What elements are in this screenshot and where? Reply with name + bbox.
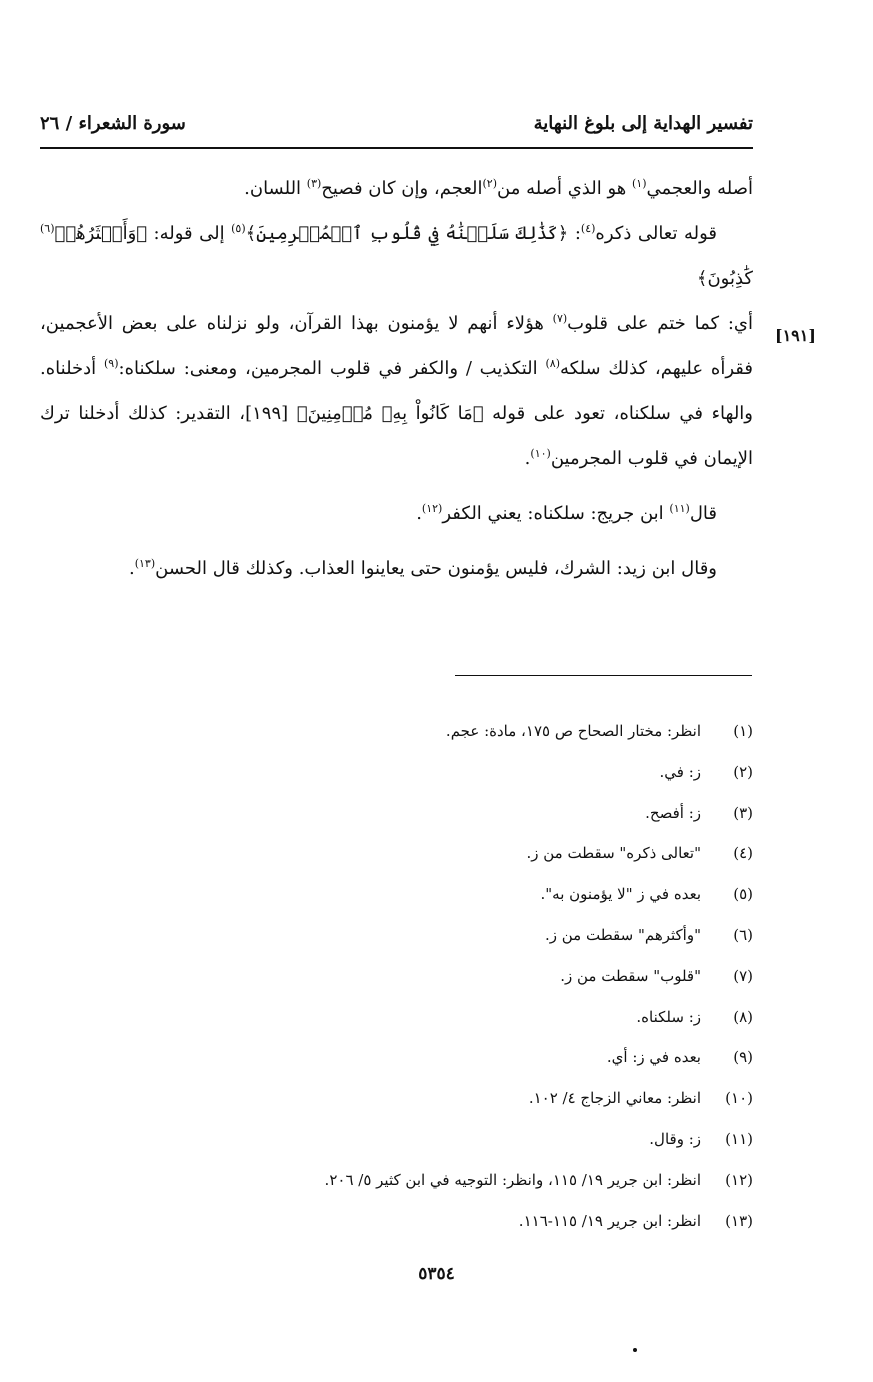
footnote-number: (١١) (725, 1129, 753, 1148)
footnote-text: انظر: ابن جرير ١٩/ ١١٥-١١٦. (518, 1211, 701, 1230)
text-run: وقال ابن زيد: الشرك، فليس يؤمنون حتى يعاينوا العذاب. وكذلك قال الحسن (155, 558, 717, 579)
text-run: . (416, 503, 422, 524)
footnote-number: (١٣) (725, 1211, 753, 1230)
footnote-item (120, 711, 753, 752)
footnote-item (120, 915, 753, 956)
body-paragraph (40, 546, 753, 591)
footnotes-list (120, 711, 753, 1241)
surah-reference: سورة الشعراء / ٢٦ (40, 112, 186, 134)
footnote-item (120, 1078, 753, 1119)
footnote-item (120, 956, 753, 997)
footnote-ref: (٢) (482, 177, 498, 190)
text-run: إلى قوله: ﴿وَأَكۡثَرُهُمۡ (54, 223, 232, 244)
footnote-ref: (٨) (545, 357, 560, 370)
text-run: . (524, 448, 531, 469)
body-paragraph (40, 491, 753, 536)
running-header (40, 104, 753, 142)
footnote-text: "وأكثرهم" سقطت من ز. (544, 925, 701, 944)
footnote-number: (٥) (733, 885, 753, 904)
body-paragraph (40, 211, 753, 301)
footnote-ref: (٣) (306, 177, 322, 190)
footnote-item (120, 833, 753, 874)
body-paragraph (40, 301, 753, 481)
book-title: تفسير الهداية إلى بلوغ النهاية (533, 112, 753, 134)
text-run: أصله والعجمي (646, 178, 753, 199)
text-run: . (128, 558, 135, 579)
footnote-text: انظر: ابن جرير ١٩/ ١١٥، وانظر: التوجيه في ابن كثير ٥/ ٢٠٦. (324, 1170, 701, 1189)
footnote-ref: (١١) (669, 502, 690, 515)
footnote-number: (٦) (733, 925, 753, 944)
text-run: أدخلناه. والهاء في سلكناه، تعود على قوله ﴿مَا كَانُواْ بِهِۦ مُؤۡمِنِينَ﴾ [١٩٩]، التقدير: كذلك أدخلنا ترك الإيمان في قلوب المجرمين (40, 358, 753, 469)
text-run: هؤلاء أنهم لا يؤمنون بهذا القرآن، ولو نزلناه على بعض الأعجمين، فقرأه عليهم، كذلك سلكه (40, 313, 753, 379)
footnote-item (120, 1201, 753, 1242)
text-run: قال (689, 503, 717, 524)
footnote-number: (٤) (733, 844, 753, 863)
footnote-item (120, 1160, 753, 1201)
footnote-ref: (١٣) (134, 557, 156, 570)
footnote-ref: (١٢) (421, 502, 443, 515)
text-run: هو الذي أصله من (497, 178, 632, 199)
main-text (40, 166, 753, 591)
text-run: كَٰذِبُونَ﴾ (696, 268, 753, 289)
footnote-ref: (١) (631, 177, 647, 190)
footnote-number: (٣) (733, 803, 753, 822)
page-number: ٥٣٥٤ (418, 1264, 455, 1284)
text-run: العجم، وإن كان فصيح (321, 178, 483, 199)
text-run: قوله تعالى ذكره (595, 223, 718, 244)
footnote-text: بعده في ز: أي. (606, 1048, 701, 1067)
text-run: أي: كما ختم على قلوب (567, 313, 753, 334)
footnote-item (120, 752, 753, 793)
text-run: اللسان. (244, 178, 307, 199)
footnote-number: (١٠) (725, 1089, 753, 1108)
header-divider (40, 147, 753, 149)
footnote-text: ز: سلكناه. (636, 1007, 701, 1026)
footnote-text: انظر: مختار الصحاح ص ١٧٥، مادة: عجم. (445, 722, 701, 740)
text-run: : ﴿كَذَٰلِكَ سَلَكۡنَٰهُ فِي قُلُوبِ ٱلۡمُجۡرِمِينَ﴾ (245, 223, 581, 244)
footnote-item (120, 997, 753, 1038)
footnote-ref: (٧) (552, 312, 568, 325)
footnote-ref: (٤) (580, 222, 596, 235)
footnote-text: انظر: معاني الزجاج ٤/ ١٠٢. (528, 1089, 701, 1108)
footnote-number: (٩) (733, 1048, 753, 1067)
stray-mark (633, 1348, 637, 1352)
footnote-number: (٧) (733, 966, 753, 985)
footnote-number: (١) (733, 722, 753, 740)
footnote-item (120, 1037, 753, 1078)
margin-page-marker: [١٩١] (775, 326, 816, 345)
footnote-item (120, 1119, 753, 1160)
body-paragraph (40, 166, 753, 211)
footnote-text: "تعالى ذكره" سقطت من ز. (526, 844, 701, 863)
footnote-number: (١٢) (725, 1170, 753, 1189)
footnote-number: (٨) (733, 1007, 753, 1026)
footnote-ref: (٦) (40, 222, 55, 235)
footnote-text: بعده في ز "لا يؤمنون به". (540, 885, 701, 904)
footnote-number: (٢) (733, 762, 753, 781)
footnote-text: ز: أفصح. (645, 803, 701, 822)
footnote-text: ز: وقال. (649, 1129, 701, 1148)
footnote-ref: (١٠) (530, 447, 551, 460)
text-run: التكذيب / والكفر في قلوب المجرمين، ومعنى: سلكناه: (118, 358, 546, 379)
footnote-text: ز: في. (659, 762, 701, 781)
footnote-text: "قلوب" سقطت من ز. (560, 966, 701, 985)
footnote-ref: (٥) (231, 222, 246, 235)
footnote-ref: (٩) (103, 357, 119, 370)
text-run: ابن جريج: سلكناه: يعني الكفر (442, 503, 670, 524)
footnote-item (120, 793, 753, 834)
footnote-divider (455, 675, 752, 676)
footnote-item (120, 874, 753, 915)
